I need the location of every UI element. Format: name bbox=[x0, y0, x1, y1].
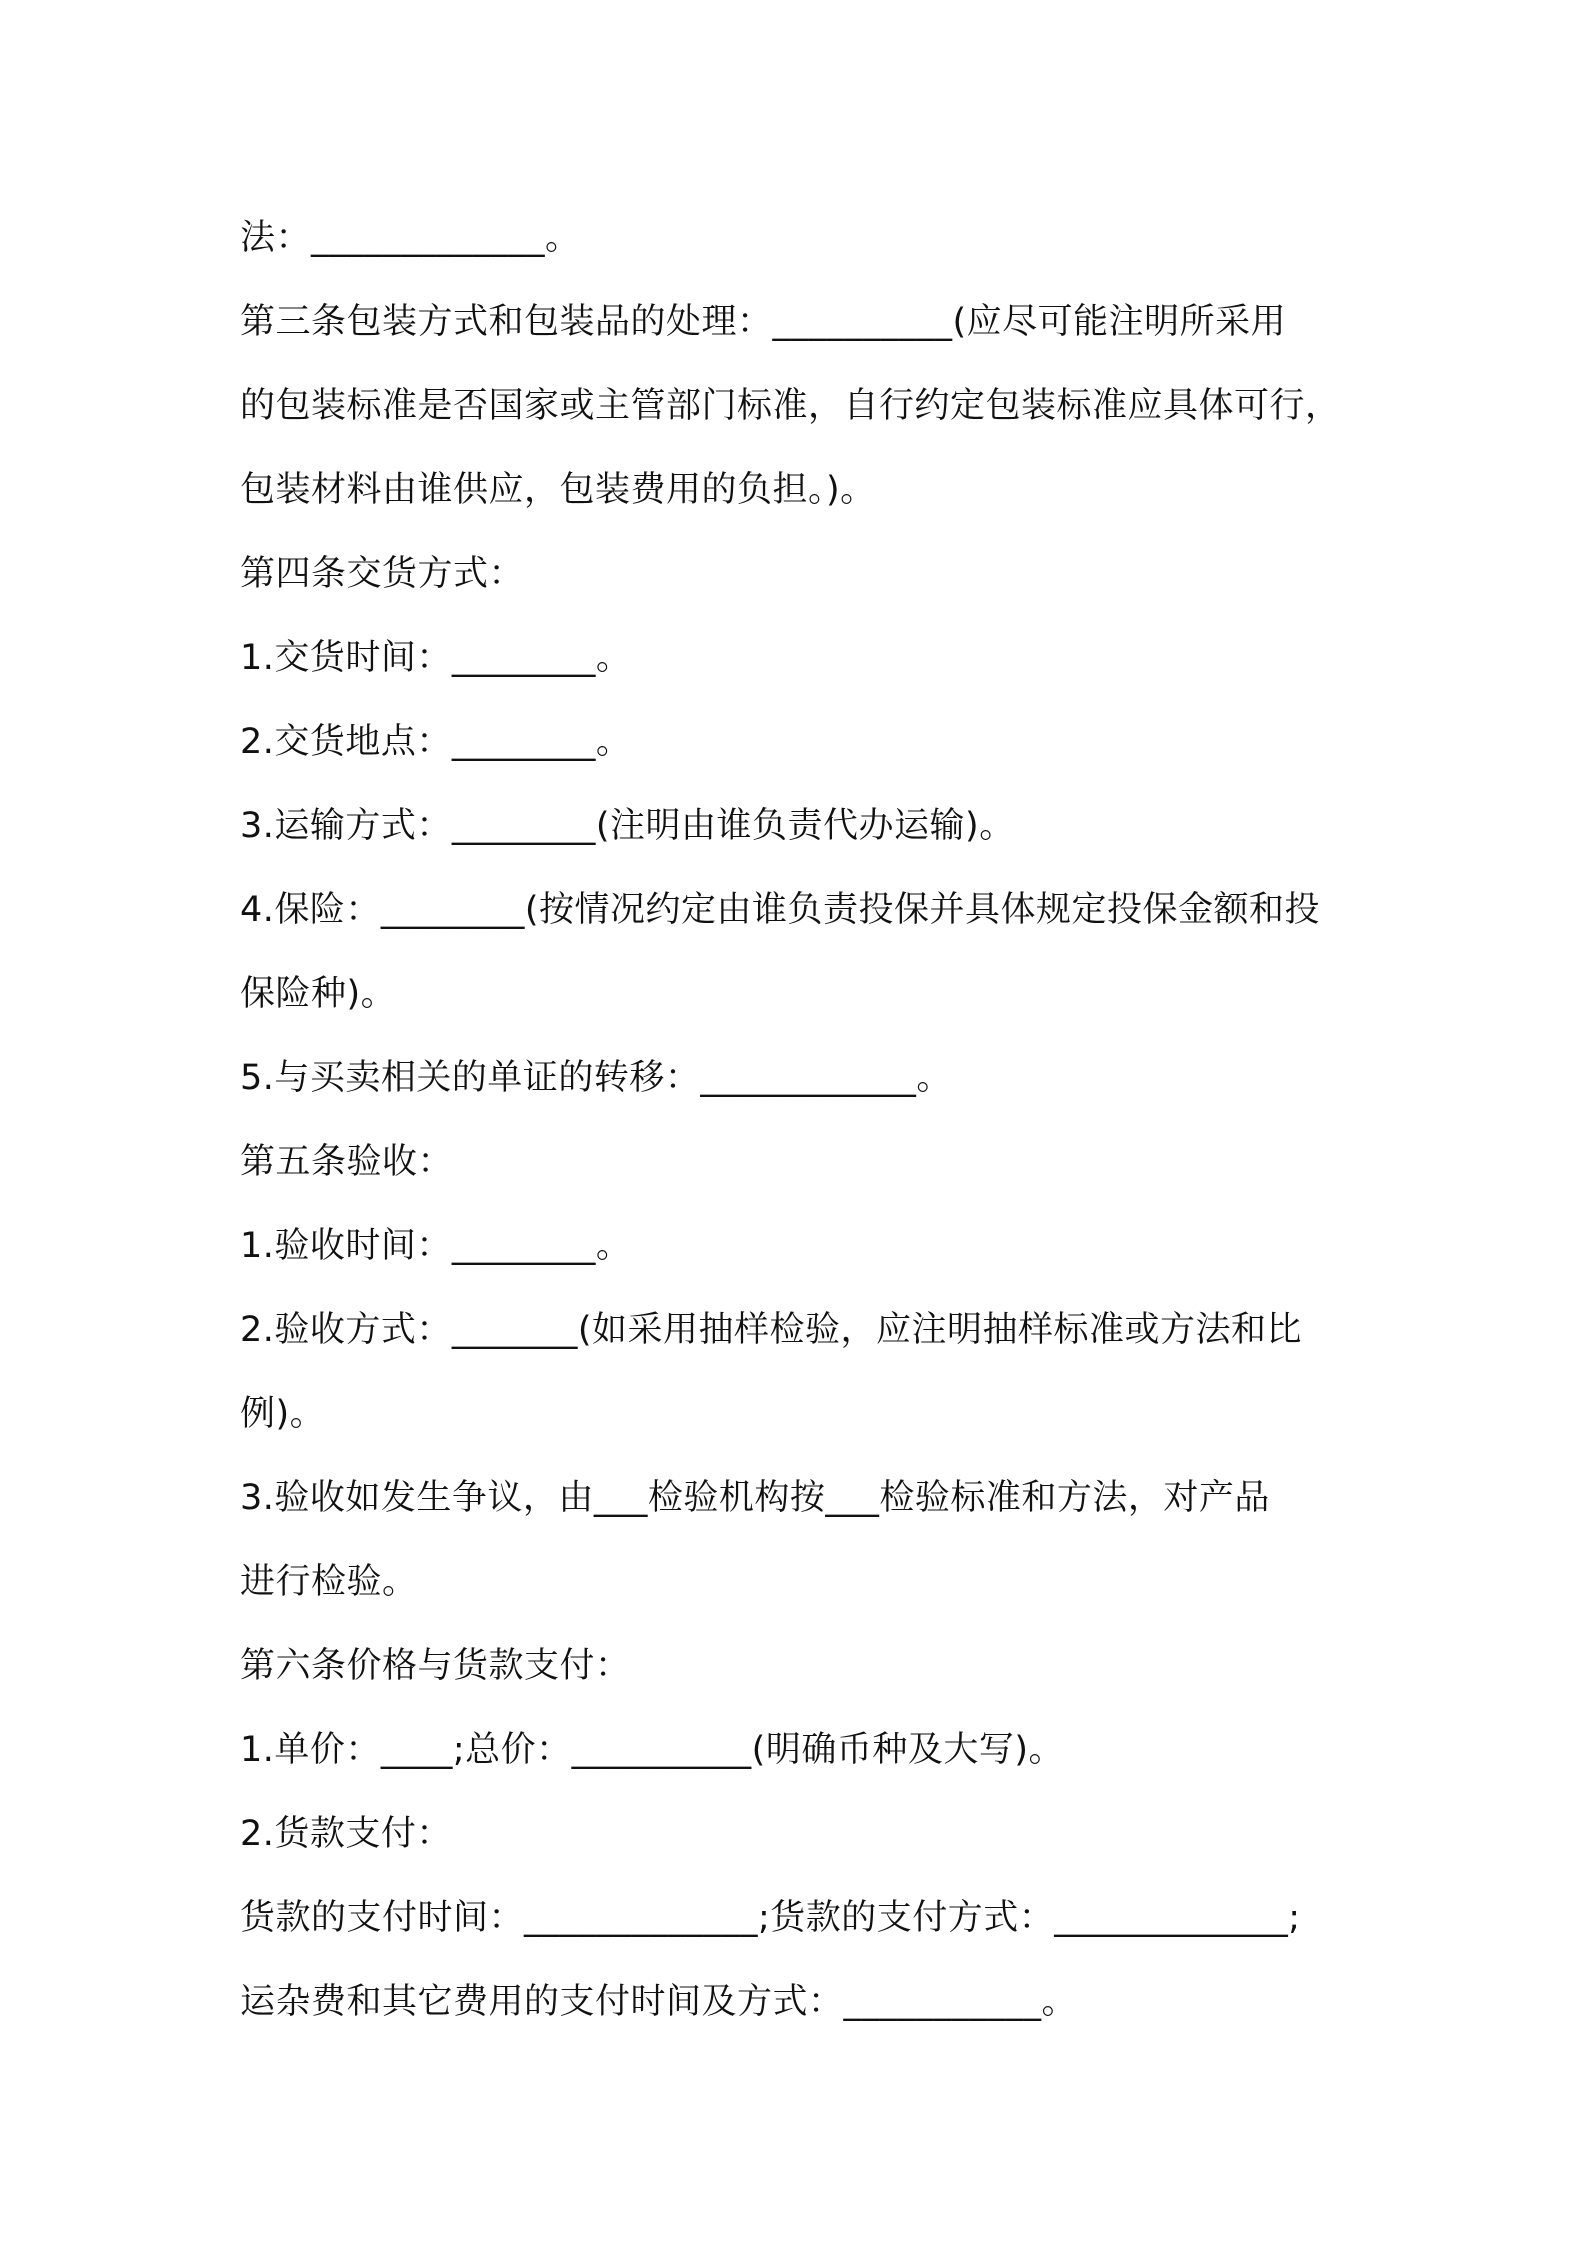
text-line: 3.验收如发生争议，由___检验机构按___检验标准和方法，对产品 bbox=[240, 1478, 1270, 1518]
text-line: 3.运输方式：________(注明由谁负责代办运输)。 bbox=[240, 806, 1015, 846]
text-line: 第三条包装方式和包装品的处理：__________(应尽可能注明所采用 bbox=[240, 302, 1287, 342]
text-line: 包装材料由谁供应，包装费用的负担。)。 bbox=[240, 470, 876, 510]
text-line: 5.与买卖相关的单证的转移：____________。 bbox=[240, 1058, 952, 1098]
text-line: 2.交货地点：________。 bbox=[240, 722, 632, 762]
text-line: 法：_____________。 bbox=[240, 218, 581, 258]
text-line: 4.保险：________(按情况约定由谁负责投保并具体规定投保金额和投 bbox=[240, 890, 1321, 930]
text-line: 例)。 bbox=[240, 1394, 326, 1434]
section-heading: 第四条交货方式： bbox=[240, 554, 525, 594]
text-line: 1.验收时间：________。 bbox=[240, 1226, 632, 1266]
section-heading: 第六条价格与货款支付： bbox=[240, 1646, 631, 1686]
text-line: 2.货款支付： bbox=[240, 1814, 452, 1854]
text-line: 保险种)。 bbox=[240, 974, 397, 1014]
text-line: 货款的支付时间：_____________;货款的支付方式：_____________; bbox=[240, 1898, 1301, 1938]
document-body bbox=[240, 196, 1380, 2044]
text-line: 1.单价：____;总价：__________(明确币种及大写)。 bbox=[240, 1730, 1064, 1770]
section-heading: 第五条验收： bbox=[240, 1142, 454, 1182]
text-line: 运杂费和其它费用的支付时间及方式：___________。 bbox=[240, 1982, 1078, 2022]
text-line: 1.交货时间：________。 bbox=[240, 638, 632, 678]
text-line: 2.验收方式：_______(如采用抽样检验，应注明抽样标准或方法和比 bbox=[240, 1310, 1303, 1350]
text-line: 进行检验。 bbox=[240, 1562, 418, 1602]
text-line: 的包装标准是否国家或主管部门标准，自行约定包装标准应具体可行， bbox=[240, 386, 1341, 426]
